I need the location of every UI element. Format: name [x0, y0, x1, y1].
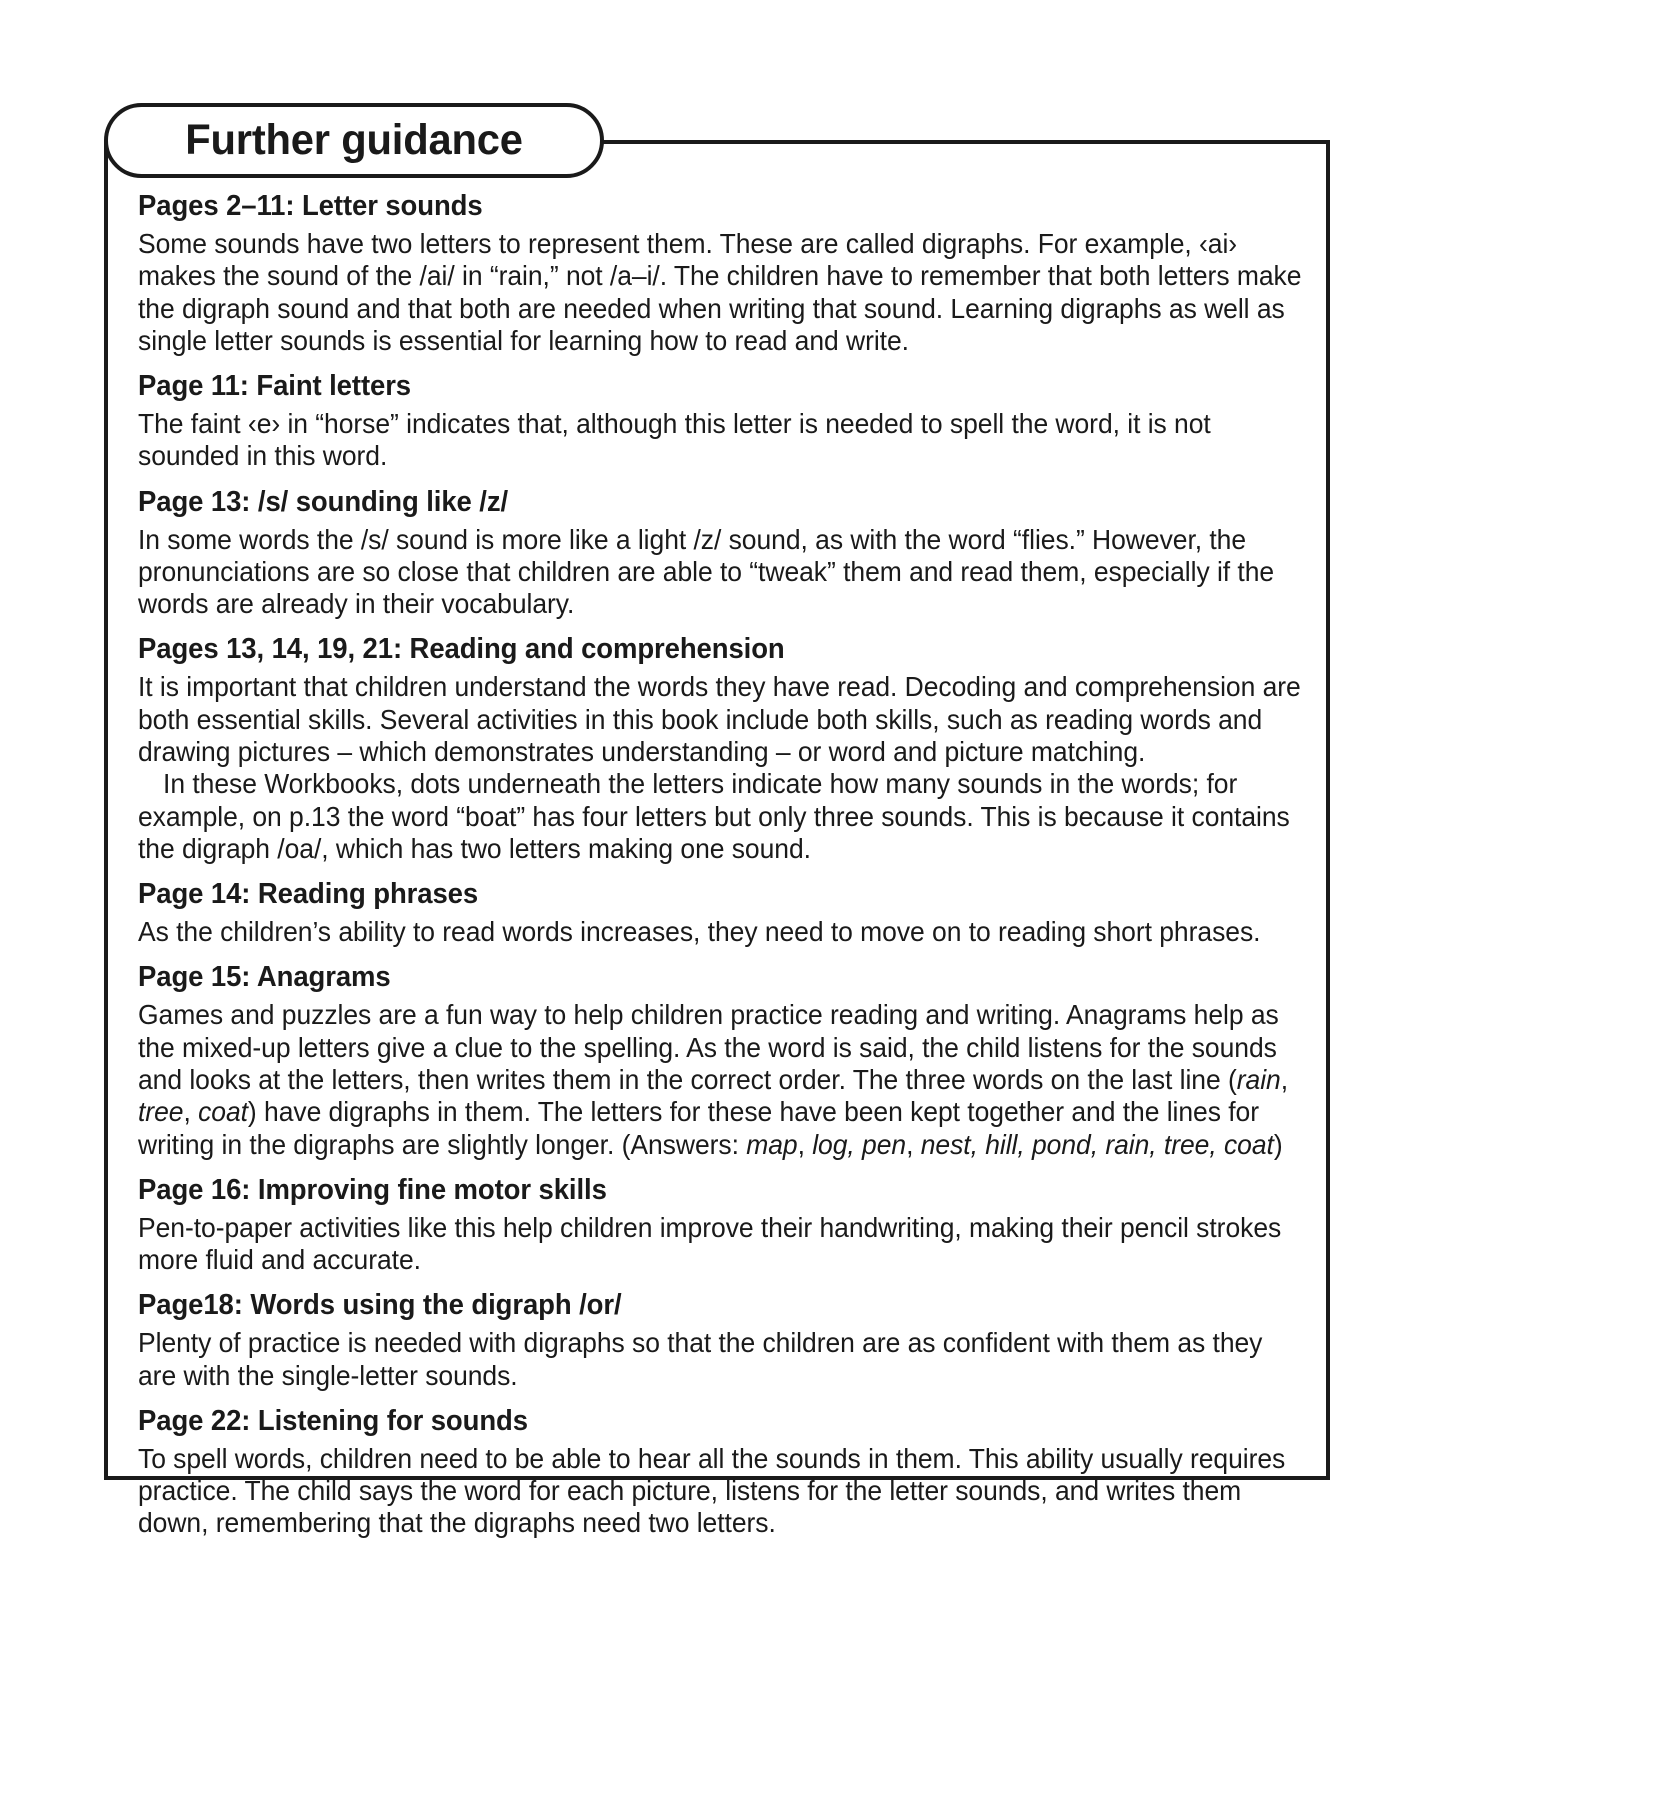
anagrams-text-4: ) have digraphs in them. The letters for these have been kept together and the lines for writing in the digraphs are slightly longer. (Answers:	[138, 1096, 1260, 1160]
page-title: Further guidance	[185, 116, 523, 164]
anagrams-answer-italic-1: map	[746, 1128, 798, 1160]
anagrams-italic-1: rain	[1236, 1063, 1281, 1095]
section-heading: Page 16: Improving fine motor skills	[138, 1173, 607, 1206]
anagrams-text-2: ,	[1280, 1063, 1289, 1095]
section-digraph-or	[138, 1287, 1302, 1392]
section-heading: Page 15: Anagrams	[138, 961, 391, 994]
section-body-secondary: In these Workbooks, dots underneath the letters indicate how many sounds in the words; for example, on p.13 the word “boat” has four letters but only three sounds. This is because it contains the digraph /oa/, which has two letters making one sound.	[138, 768, 1290, 864]
section-listening-for-sounds	[138, 1403, 1302, 1540]
section-body: Pen-to-paper activities like this help children improve their handwriting, making their pencil strokes more fluid and accurate.	[138, 1211, 1282, 1276]
section-body: As the children’s ability to read words increases, they need to move on to reading short phrases.	[138, 916, 1261, 948]
section-body	[138, 999, 1302, 1161]
anagrams-answer-italic-2: log, pen	[812, 1128, 907, 1160]
further-guidance-title-tab	[104, 103, 604, 178]
section-heading: Page 22: Listening for sounds	[138, 1404, 528, 1437]
section-reading-phrases	[138, 876, 1302, 948]
section-body: The faint ‹e› in “horse” indicates that, although this letter is needed to spell the word, it is not sounded in this word.	[138, 408, 1211, 472]
guidance-content	[138, 188, 1302, 1541]
section-heading: Page 11: Faint letters	[138, 370, 412, 403]
section-reading-and-comprehension	[138, 631, 1302, 865]
anagrams-text-7: )	[1273, 1128, 1283, 1160]
anagrams-text-6: ,	[906, 1128, 921, 1160]
anagrams-text-5: ,	[797, 1128, 813, 1160]
anagrams-italic-3: coat	[198, 1096, 248, 1128]
anagrams-italic-2: tree	[138, 1096, 184, 1128]
section-s-sounding-like-z	[138, 484, 1302, 621]
section-body: In some words the /s/ sound is more like a light /z/ sound, as with the word “flies.” However, the pronunciations are so close that children are able to “tweak” them and read them, especially if the words are already in their vocabulary.	[138, 523, 1275, 620]
section-body: To spell words, children need to be able to hear all the sounds in them. This ability usually requires practice. The child says the word for each picture, listens for the letter sounds, and writes them down, remembering that the digraphs need two letters.	[138, 1442, 1286, 1539]
section-fine-motor-skills	[138, 1172, 1302, 1277]
anagrams-answer-italic-3: nest, hill, pond, rain, tree, coat	[920, 1128, 1274, 1160]
section-heading: Pages 13, 14, 19, 21: Reading and comprehension	[138, 633, 785, 666]
section-heading: Pages 2–11: Letter sounds	[138, 190, 483, 222]
section-heading: Page 14: Reading phrases	[138, 878, 479, 911]
section-heading: Page 13: /s/ sounding like /z/	[138, 485, 509, 518]
section-body: Plenty of practice is needed with digraphs so that the children are as confident with them as they are with the single-letter sounds.	[138, 1327, 1263, 1391]
section-body: It is important that children understand the words they have read. Decoding and comprehension are both essential skills. Several activities in this book include both skills, such as reading words and drawing pictures – which demonstrates understanding – or word and picture matching.	[138, 671, 1301, 767]
anagrams-text-1: Games and puzzles are a fun way to help children practice reading and writing. Anagrams help as the mixed-up letters give a clue to the spelling. As the word is said, the child listens for the sounds and looks at the letters, then writes them in the correct order. The three words on the last line (	[138, 999, 1279, 1095]
anagrams-text-3: ,	[183, 1096, 199, 1128]
section-anagrams	[138, 959, 1302, 1160]
section-body: Some sounds have two letters to represent them. These are called digraphs. For example, ‹ai› makes the sound of the /ai/ in “rain,” not /a–i/. The children have to remember that both letters make the digraph sound and that both are needed when writing that sound. Learning digraphs as well as single letter sounds is essential for learning how to read and write.	[138, 227, 1302, 356]
section-heading: Page18: Words using the digraph /or/	[138, 1289, 622, 1322]
section-faint-letters	[138, 368, 1302, 473]
section-letter-sounds	[138, 188, 1302, 357]
